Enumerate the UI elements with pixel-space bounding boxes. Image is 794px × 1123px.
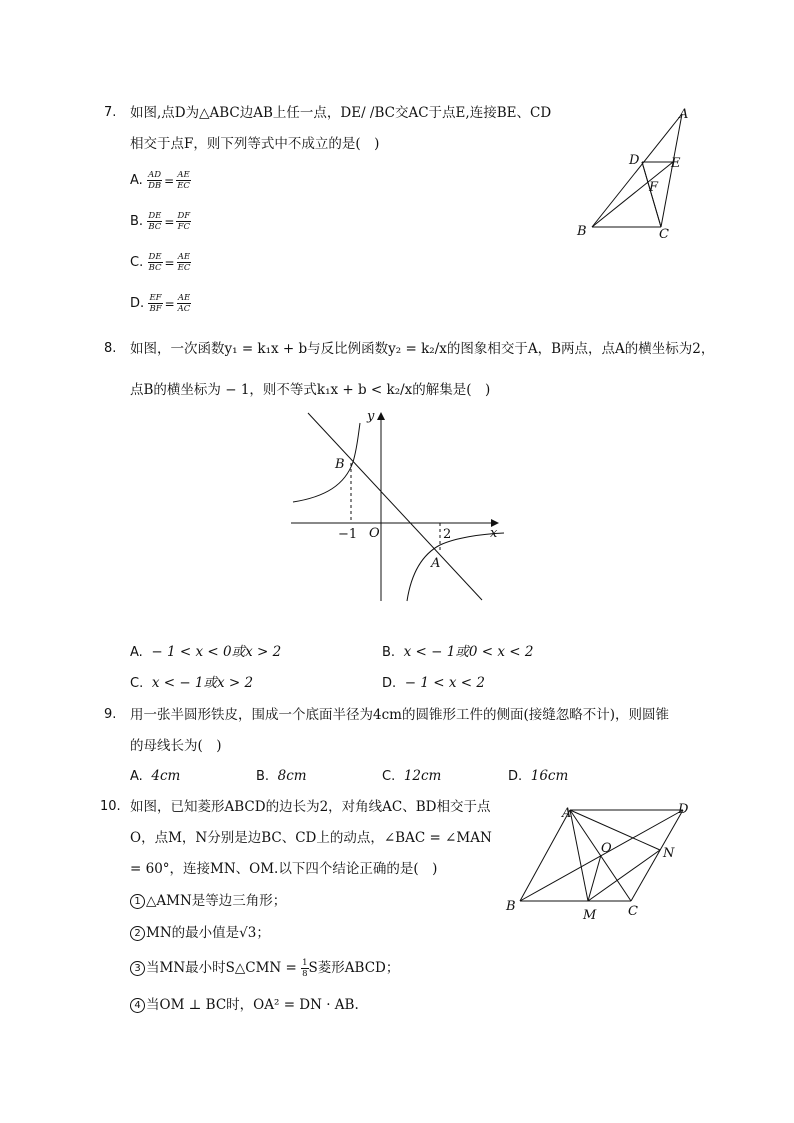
q10-mark-2: 2: [130, 926, 145, 941]
q7-line-be: [592, 162, 673, 227]
q8-hyperbola-branch-lower-right: [407, 533, 504, 601]
q8-function-graph: [285, 405, 510, 605]
q7-label-d: D: [629, 153, 640, 168]
q10-mark-1: 1: [130, 894, 145, 909]
q10-mark-3: 3: [130, 961, 145, 976]
q8-hyperbola-branch-upper-left: [293, 423, 360, 502]
q10-stem-line1: 如图，已知菱形ABCD的边长为2，对角线AC、BD相交于点: [130, 799, 491, 815]
q7-label-a: A: [679, 107, 689, 122]
q8-option-a[interactable]: A. − 1 < x < 0或x > 2: [130, 644, 282, 660]
q8-label-a: A: [431, 556, 441, 571]
q10-label-d: D: [678, 802, 689, 817]
q8-linear-function-line: [308, 413, 482, 600]
q7-option-a[interactable]: A. $\frac{AD}{DB}$ = $\frac{AE}{EC}$: [130, 170, 190, 191]
q7-label-b: B: [577, 224, 587, 239]
q7-label-e: E: [671, 156, 681, 171]
q8-option-d[interactable]: D. − 1 < x < 2: [382, 675, 485, 691]
q8-label-x: x: [490, 526, 498, 541]
q10-rhombus-figure: [500, 795, 700, 925]
q10-label-n: N: [663, 846, 675, 861]
q7-stem-line1: 如图,点D为△ABC边AB上任一点，DE/ /BC交AC于点E,连接BE、CD: [130, 105, 552, 121]
q7-line-ab: [592, 114, 682, 227]
q10-statement-2: 2 MN的最小值是√3；: [130, 924, 270, 942]
q8-option-c[interactable]: C. x < − 1或x > 2: [130, 675, 254, 691]
q10-stem-line2: O，点M，N分别是边BC、CD上的动点，∠BAC = ∠MAN: [130, 830, 492, 846]
q10-mark-4: 4: [130, 998, 145, 1013]
q8-label-y: y: [367, 409, 375, 424]
q8-stem-line1: 如图，一次函数y₁ = k₁x + b与反比例函数y₂ = k₂/x的图象相交于A，B两点，点A的横坐标为2，: [130, 341, 715, 357]
q10-label-c: C: [628, 904, 638, 919]
q9-stem-line1: 用一张半圆形铁皮，围成一个底面半径为4cm的圆锥形工件的侧面(接缝忽略不计)，则圆锥: [130, 707, 669, 723]
q10-number: 10.: [100, 799, 121, 814]
q8-option-b[interactable]: B. x < − 1或0 < x < 2: [382, 644, 534, 660]
q8-label-neg1: −1: [338, 527, 358, 542]
q8-label-b: B: [335, 457, 345, 472]
q9-stem-line2: 的母线长为( ): [130, 738, 222, 754]
q9-option-d[interactable]: D. 16cm: [508, 768, 569, 784]
q8-label-origin: O: [369, 526, 380, 541]
q10-statement-4: 4 当OM ⊥ BC时，OA² = DN · AB.: [130, 996, 359, 1014]
q9-option-c[interactable]: C. 12cm: [382, 768, 442, 784]
q7-option-c[interactable]: C. $\frac{DE}{BC}$ = $\frac{AE}{EC}$: [130, 252, 191, 273]
q7-option-d[interactable]: D. $\frac{EF}{BF}$ = $\frac{AE}{AC}$: [130, 293, 191, 314]
q8-label-two: 2: [443, 527, 452, 542]
q10-statement-3: 3 当MN最小时S△CMN = $\frac{1}{8}$ S菱形ABCD；: [130, 958, 399, 979]
q9-number: 9.: [104, 707, 117, 722]
q10-label-b: B: [506, 899, 516, 914]
q10-label-o: O: [601, 841, 612, 856]
q10-label-a: A: [562, 806, 572, 821]
q10-statement-1: 1 △AMN是等边三角形；: [130, 892, 286, 910]
q7-option-b[interactable]: B. $\frac{DE}{BC}$ = $\frac{DF}{FC}$: [130, 211, 191, 232]
q7-label-c: C: [659, 227, 669, 242]
q10-side-dc: [631, 810, 683, 901]
q8-stem-line2: 点B的横坐标为 − 1，则不等式k₁x + b < k₂/x的解集是( ): [130, 382, 491, 398]
q9-option-a[interactable]: A. 4cm: [130, 768, 181, 784]
q7-label-f: F: [649, 180, 659, 195]
q10-line-mn: [588, 850, 660, 901]
q7-triangle-figure: [570, 100, 700, 245]
q9-option-b[interactable]: B. 8cm: [256, 768, 307, 784]
q7-number: 7.: [104, 105, 117, 120]
q8-number: 8.: [104, 341, 117, 356]
q10-stem-line3: = 60°，连接MN、OM.以下四个结论正确的是( ): [130, 861, 438, 877]
q10-label-m: M: [583, 908, 597, 923]
q7-stem-line2: 相交于点F，则下列等式中不成立的是( ): [130, 136, 380, 152]
